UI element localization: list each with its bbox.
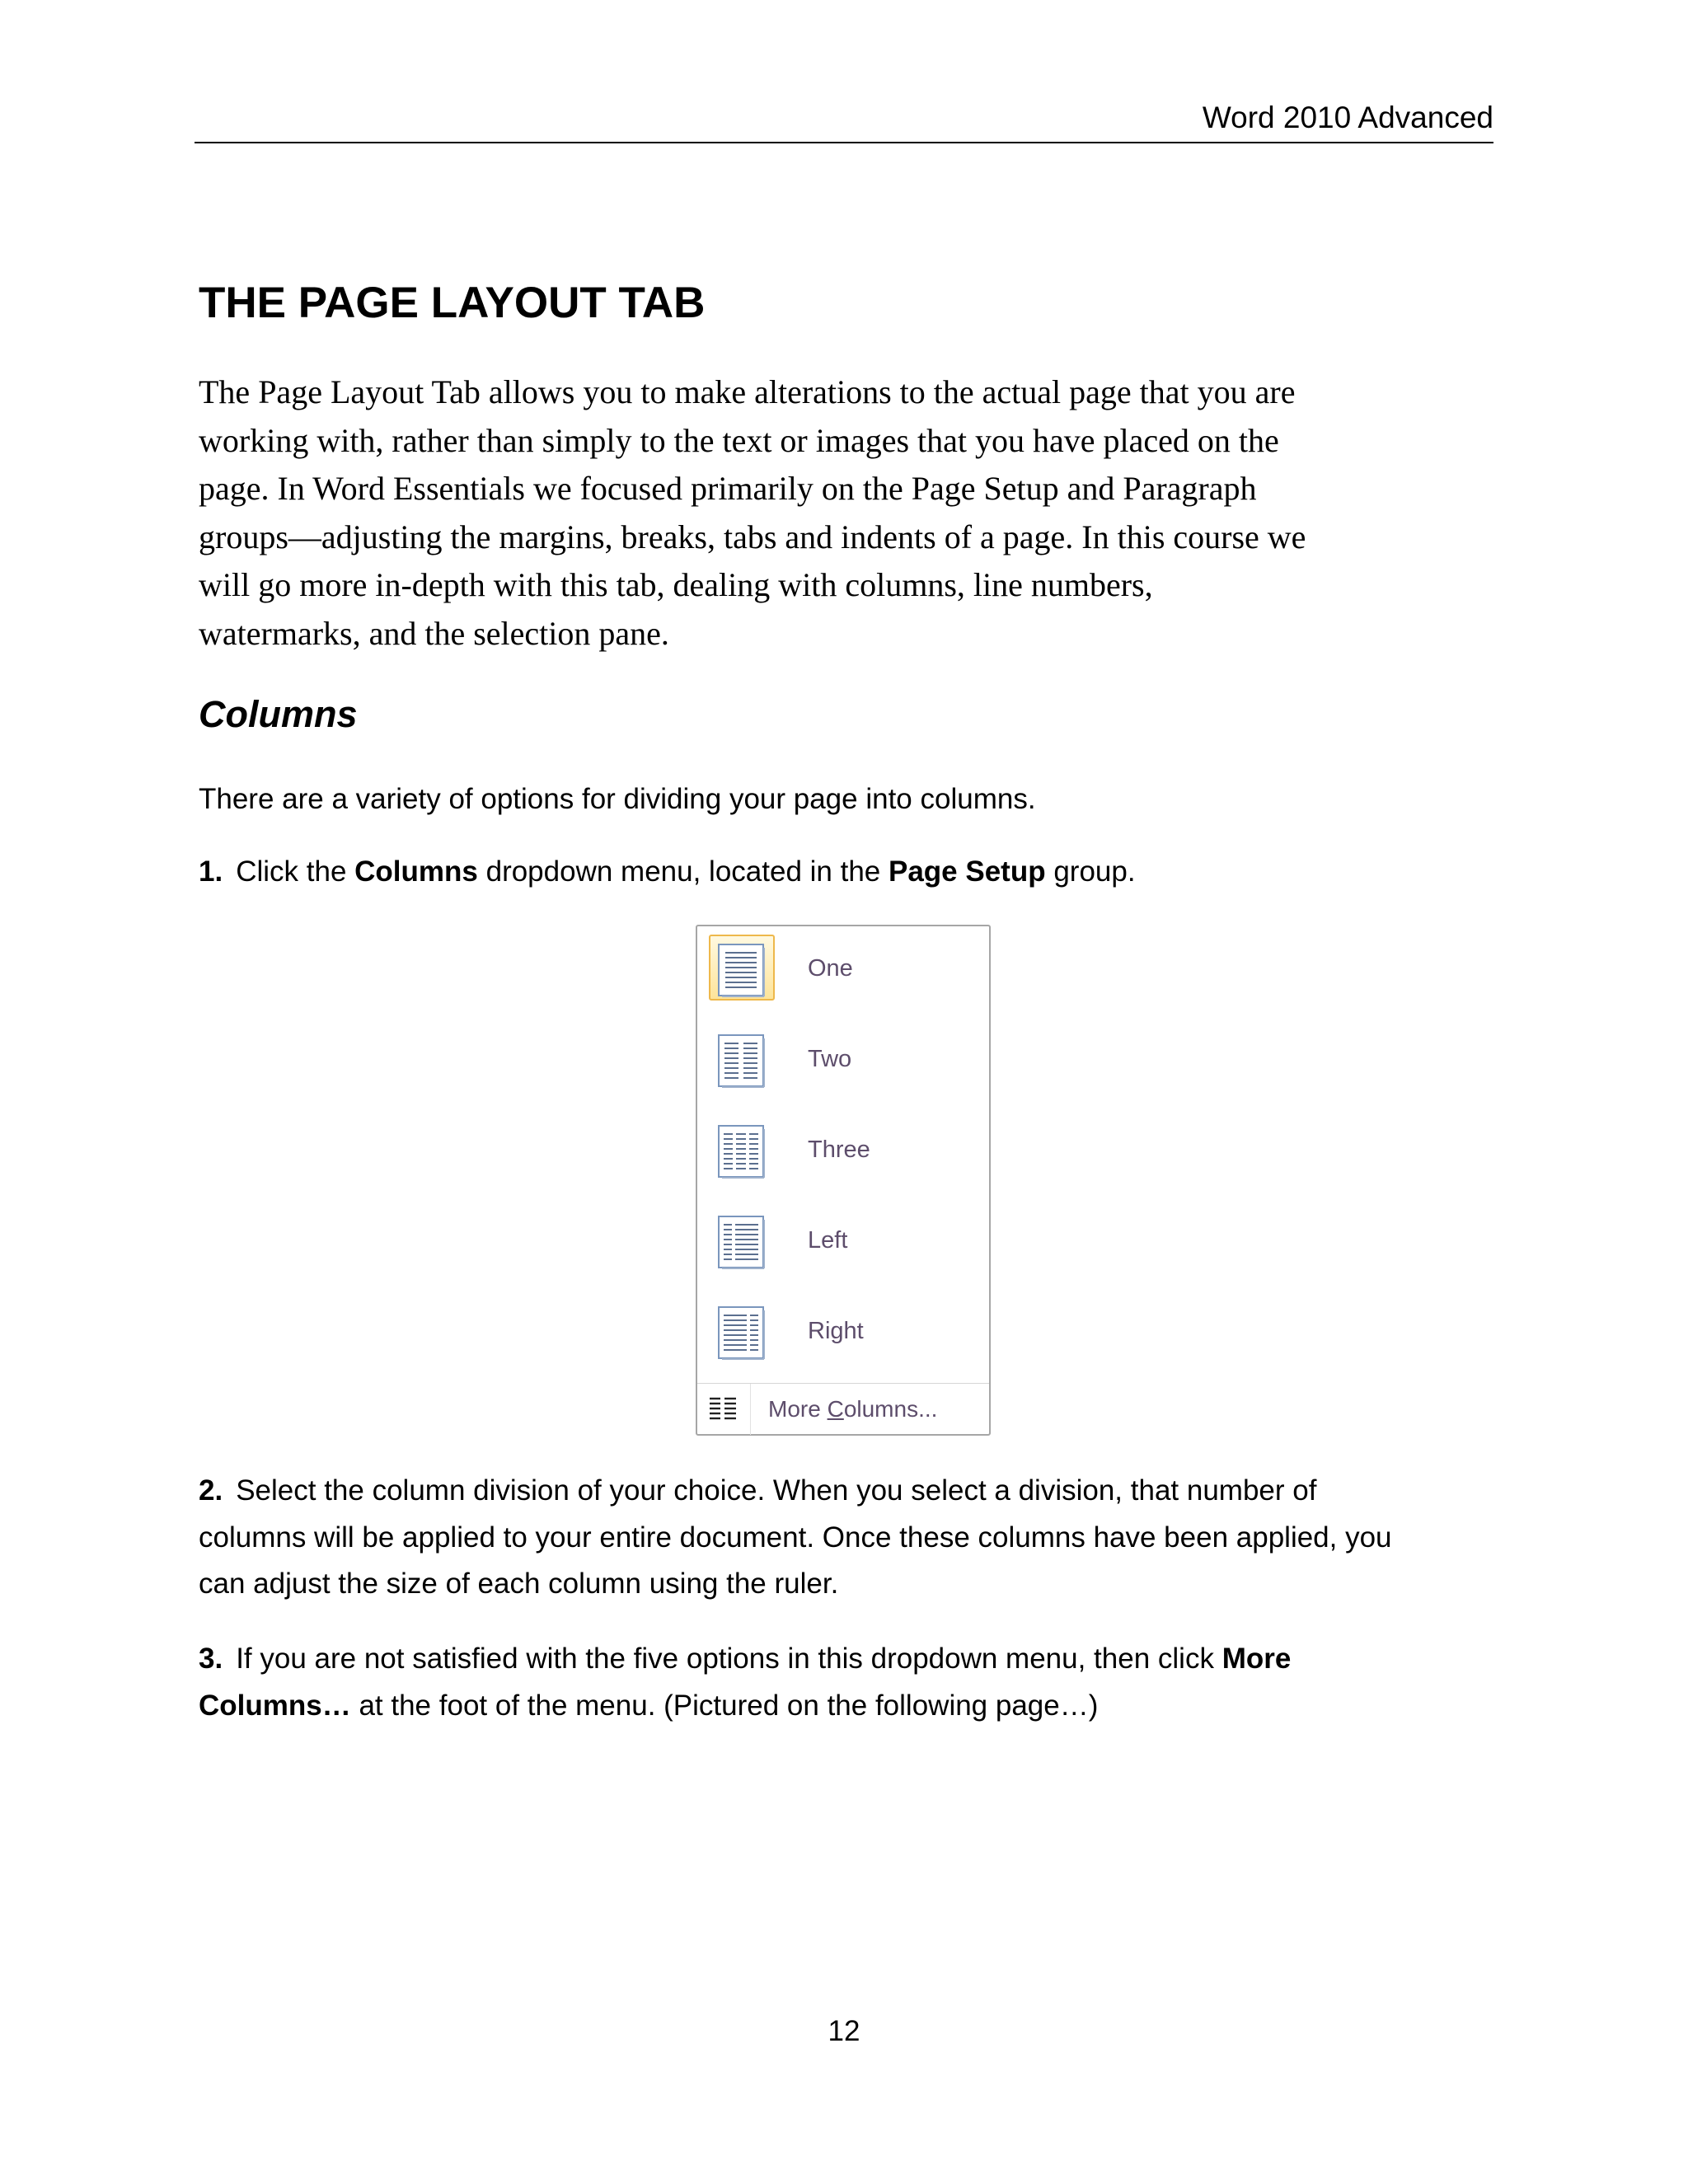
step-text: group. <box>1045 855 1136 888</box>
menu-item-label: Three <box>808 1137 870 1163</box>
accelerator-key: C <box>827 1396 844 1422</box>
intro-line: groups—adjusting the margins, breaks, tabs and indents of a page. In this course we <box>199 518 1306 555</box>
intro-line: The Page Layout Tab allows you to make alterations to the actual page that you are <box>199 373 1296 410</box>
more-columns-label: olumns... <box>843 1396 938 1422</box>
menu-icon-separator <box>750 1384 751 1435</box>
step-bold-term: Columns… <box>199 1689 351 1722</box>
menu-item-label: Left <box>808 1227 848 1254</box>
step-bold-term: Page Setup <box>888 855 1046 888</box>
step-number: 2. <box>199 1474 223 1507</box>
step-text: Click the <box>236 855 355 888</box>
more-columns-icon <box>709 1396 737 1421</box>
page-number: 12 <box>828 2015 860 2047</box>
right-column-icon <box>709 1301 775 1366</box>
menu-item-left[interactable] <box>697 1198 989 1282</box>
section-title: Columns <box>199 693 358 735</box>
step-bold-term: Columns <box>354 855 478 888</box>
step-line: can adjust the size of each column using the ruler. <box>199 1568 839 1600</box>
intro-paragraph <box>199 368 1501 658</box>
step-text: Select the column division of your choice. When you select a division, that number of <box>236 1474 1317 1507</box>
menu-item-right[interactable] <box>697 1289 989 1373</box>
running-header: Word 2010 Advanced <box>1202 101 1493 134</box>
step-bold-term: More <box>1221 1643 1292 1675</box>
step-3 <box>199 1636 1291 1729</box>
step-line <box>199 1636 1291 1683</box>
two-columns-icon <box>709 1029 775 1094</box>
menu-item-two[interactable] <box>697 1017 989 1101</box>
menu-item-label: Two <box>808 1046 852 1072</box>
intro-line: will go more in-depth with this tab, dealing with columns, line numbers, <box>199 566 1153 603</box>
step-text: dropdown menu, located in the <box>477 855 889 888</box>
step-number: 1. <box>199 855 223 888</box>
one-column-icon <box>709 938 775 1004</box>
header-rule <box>195 142 1493 143</box>
intro-line: page. In Word Essentials we focused primarily on the Page Setup and Paragraph <box>199 470 1257 507</box>
step-line <box>199 1468 1392 1515</box>
step-line <box>199 1683 1291 1730</box>
intro-line: working with, rather than simply to the text or images that you have placed on the <box>199 421 1279 459</box>
step-text: at the foot of the menu. (Pictured on the following page…) <box>350 1689 1099 1722</box>
step-number: 3. <box>199 1643 223 1675</box>
menu-item-label: One <box>808 955 853 982</box>
step-text: If you are not satisfied with the five options in this dropdown menu, then click <box>236 1643 1222 1675</box>
columns-dropdown-menu <box>696 925 991 1436</box>
step-1 <box>199 849 1136 896</box>
more-columns-label: More <box>768 1396 828 1422</box>
page-title: THE PAGE LAYOUT TAB <box>199 279 706 327</box>
step-2 <box>199 1468 1392 1608</box>
menu-item-three[interactable] <box>697 1108 989 1192</box>
intro-line: watermarks, and the selection pane. <box>199 614 669 652</box>
section-lead-in: There are a variety of options for dividing your page into columns. <box>199 783 1036 815</box>
more-columns-item[interactable] <box>768 1384 937 1435</box>
step-line: columns will be applied to your entire document. Once these columns have been applied, you <box>199 1521 1392 1554</box>
menu-item-one[interactable] <box>697 926 989 1010</box>
left-column-icon <box>709 1210 775 1276</box>
menu-item-label: Right <box>808 1318 864 1344</box>
three-columns-icon <box>709 1119 775 1185</box>
